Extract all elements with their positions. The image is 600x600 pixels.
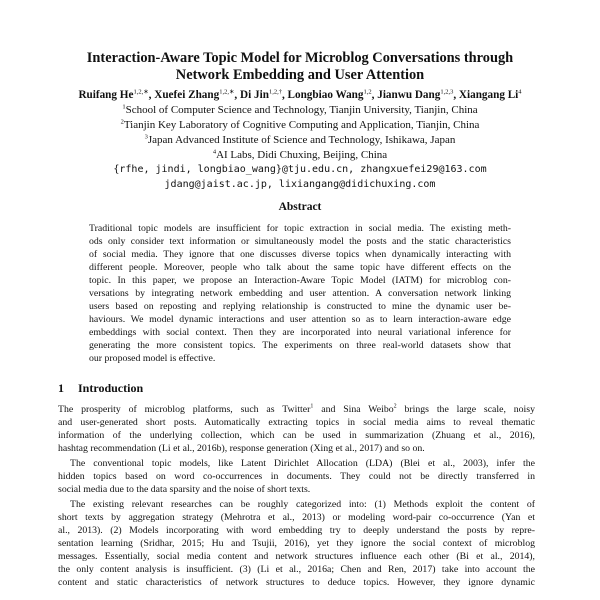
abstract-line: embeddings with social context. Then they are incorporated into neural variational inference for <box>89 327 511 338</box>
intro-line: information of the underlying collection, which can be used in summarization (Zhuang et al., 2016), <box>58 430 535 441</box>
author-name: Jianwu Dang <box>377 89 441 101</box>
intro-line: hidden topics based on word co-occurrences in documents. They could not be directly transferred in <box>58 471 535 482</box>
intro-line: The conventional topic models, like Latent Dirichlet Allocation (LDA) (Blei et al., 2003), infer the <box>70 458 535 469</box>
abstract-line: versations by integrating network embedding and user attention. A conversation network linking <box>89 288 511 299</box>
abstract-line: different people. Moreover, people who talk about the same topic have different effects on the <box>89 262 511 273</box>
section-title: Introduction <box>78 381 144 395</box>
author-affiliation-marker: 4 <box>518 88 522 96</box>
author-separator: , <box>281 89 288 101</box>
intro-line: sentation learning (Sridhar, 2015; Hu and Tsujii, 2016), yet they ignore the social context of microblog <box>58 538 535 549</box>
author-name: Ruifang He <box>78 89 134 101</box>
author-name: Di Jin <box>240 89 269 101</box>
affiliation-marker: 1 <box>122 103 126 111</box>
intro-line: content and static characteristics of network structures to deduce topics. However, they ignore dynamic <box>58 577 535 588</box>
paper-title-line-2: Network Embedding and User Attention <box>175 67 425 83</box>
abstract-line: our proposed model is effective. <box>89 353 216 364</box>
intro-line: and user-generated short posts. Automatically extracting topics in social media aims to reveal thematic <box>58 417 535 428</box>
author-separator: , <box>234 89 241 101</box>
intro-text: brings the large scale, noisy <box>396 404 535 415</box>
abstract-line: generating the more consistent topics. The experiments on three real-world datasets show that <box>89 340 511 351</box>
author-affiliation-marker: 1,2,∗ <box>219 88 235 96</box>
author-separator: , <box>371 89 378 101</box>
email-line-2: jdang@jaist.ac.jp, lixiangang@didichuxing.com <box>164 179 436 190</box>
intro-line: hashtag recommendation (Li et al., 2016b), response generation (Xing et al., 2017) and so on. <box>58 443 425 454</box>
author-list <box>40 88 560 102</box>
intro-text: The prosperity of microblog platforms, such as Twitter <box>58 404 311 415</box>
intro-line: social media due to the data sparsity and the noise of short texts. <box>58 484 311 495</box>
author-separator: , <box>148 89 155 101</box>
intro-line: messages. Essentially, social media content and network structures influence each other (Bi et al., 2014), <box>58 551 535 562</box>
intro-text: and Sina Weibo <box>313 404 394 415</box>
abstract-heading: Abstract <box>278 201 322 213</box>
intro-line: short texts by aggregation strategy (Mehrotra et al., 2013) or modeling word-pair co-occurrence (Yan et <box>58 512 535 523</box>
author-affiliation-marker: 1,2,† <box>268 88 282 96</box>
intro-line: al., 2013). (2) Models incorporating with word embedding try to deeply understand the posts by repre- <box>58 525 535 536</box>
footnote-marker[interactable]: 1 <box>310 403 314 410</box>
author-affiliation-marker: 1,2,∗ <box>133 88 149 96</box>
author-name: Xuefei Zhang <box>154 89 220 101</box>
affiliation-marker: 3 <box>144 133 148 141</box>
affiliation-3 <box>40 133 560 147</box>
affiliation-text: Tianjin Key Laboratory of Cognitive Computing and Application, Tianjin, China <box>123 119 480 131</box>
author-separator: , <box>453 89 459 101</box>
author-affiliation-marker: 1,2 <box>363 88 372 96</box>
section-number: 1 <box>58 381 64 395</box>
affiliation-text: School of Computer Science and Technology, Tianjin University, Tianjin, China <box>125 104 478 116</box>
affiliation-4 <box>40 148 560 162</box>
intro-line: The existing relevant researches can be roughly categorized into: (1) Methods exploit the content of <box>70 499 535 510</box>
author-name: Longbiao Wang <box>287 89 364 101</box>
abstract-line: topic. In this paper, we propose an Interaction-Aware Topic Model (IATM) for microblog con- <box>89 275 511 286</box>
affiliation-text: Japan Advanced Institute of Science and Technology, Ishikawa, Japan <box>147 134 456 146</box>
intro-line <box>58 404 535 416</box>
author-affiliation-marker: 1,2,3 <box>440 88 454 96</box>
footnote-marker[interactable]: 2 <box>393 403 397 410</box>
affiliation-2 <box>40 118 560 132</box>
affiliation-marker: 2 <box>120 118 124 126</box>
abstract-line: of social media. They ignore that one discusses diverse topics when dynamically interacting with <box>89 249 511 260</box>
author-name: Xiangang Li <box>458 89 519 101</box>
affiliation-text: AI Labs, Didi Chuxing, Beijing, China <box>216 149 388 161</box>
section-heading-introduction <box>58 381 143 396</box>
paper-title-line-1: Interaction-Aware Topic Model for Microblog Conversations through <box>86 50 514 66</box>
affiliation-1 <box>40 103 560 117</box>
abstract-line: Traditional topic models are insufficient for topic extraction in social media. The existing meth- <box>89 223 511 234</box>
abstract-line: ods only consider text information or simultaneously model the posts and the static characteristics <box>89 236 511 247</box>
email-line-1: {rfhe, jindi, longbiao_wang}@tju.edu.cn, zhangxuefei29@163.com <box>113 164 487 175</box>
abstract-line: users based on reposting and replying relationship is constructed to mine the dynamic user be- <box>89 301 511 312</box>
abstract-line: haviours. We model dynamic interactions and user attention so as to learn interaction-aware edge <box>89 314 511 325</box>
intro-line: the only content analysis is insufficient. (3) (Li et al., 2016a; Chen and Ren, 2017) take into account the <box>58 564 535 575</box>
affiliation-marker: 4 <box>212 148 217 156</box>
